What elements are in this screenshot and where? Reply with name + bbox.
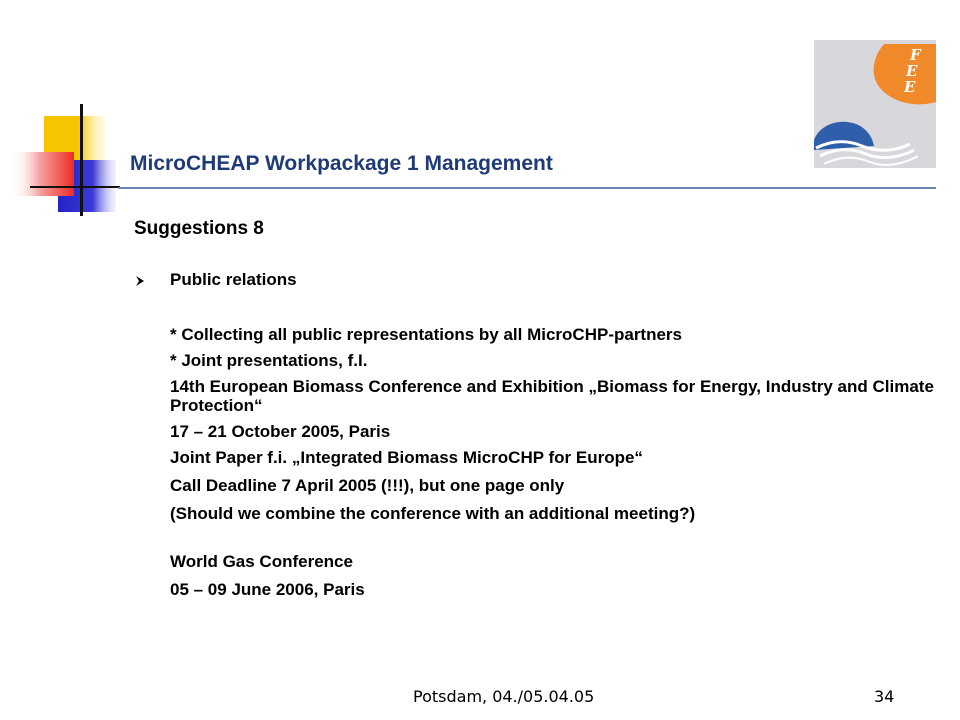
body-line: 05 – 09 June 2006, Paris	[170, 580, 365, 599]
slide-subtitle: Suggestions 8	[134, 218, 264, 239]
footer-location-date: Potsdam, 04./05.04.05	[413, 687, 595, 706]
body-line: Call Deadline 7 April 2005 (!!!), but one page only	[170, 476, 565, 495]
svg-text:F: F	[910, 46, 921, 64]
deco-red-square	[12, 152, 74, 196]
bullet-text: Public relations	[170, 270, 297, 289]
svg-text:E: E	[904, 78, 916, 96]
slide-title: MicroCHEAP Workpackage 1 Management	[130, 152, 553, 175]
arrowhead-bullet-icon	[134, 275, 146, 287]
bullet-item	[134, 270, 914, 292]
body-line: 17 – 21 October 2005, Paris	[170, 422, 391, 441]
deco-horizontal-line	[30, 186, 120, 188]
body-text	[170, 325, 940, 599]
body-line: * Collecting all public representations by all MicroCHP-partners	[170, 325, 683, 344]
body-line: Joint Paper f.i. „Integrated Biomass MicroCHP for Europe“	[170, 448, 643, 467]
fee-logo	[814, 40, 936, 168]
page-number: 34	[874, 687, 895, 706]
deco-vertical-line	[80, 104, 83, 216]
body-line: World Gas Conference	[170, 552, 353, 571]
svg-text:E: E	[906, 62, 918, 80]
body-line: (Should we combine the conference with an additional meeting?)	[170, 504, 696, 523]
body-line: 14th European Biomass Conference and Exhibition „Biomass for Energy, Industry and Climate Protection“	[170, 377, 934, 415]
title-underline	[118, 187, 936, 189]
body-line: * Joint presentations, f.I.	[170, 351, 368, 370]
